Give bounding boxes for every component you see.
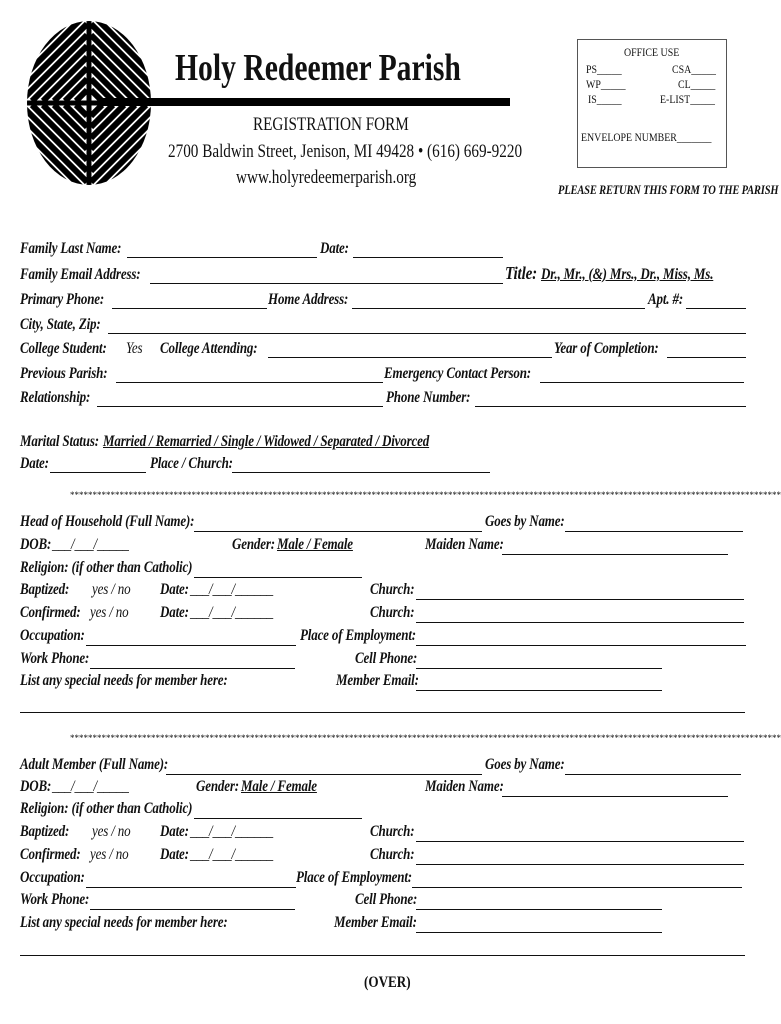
marital-place-label: Place / Church: xyxy=(150,455,233,472)
primary-phone-label: Primary Phone: xyxy=(20,291,105,308)
hoh-maiden-name-field[interactable] xyxy=(502,554,728,555)
marital-date-field[interactable] xyxy=(50,472,146,473)
adult-occupation-label: Occupation: xyxy=(20,869,85,886)
family-date-label: Date: xyxy=(320,240,349,257)
hoh-cell-phone-field[interactable] xyxy=(416,668,662,669)
relationship-label: Relationship: xyxy=(20,389,91,406)
relationship-field[interactable] xyxy=(97,406,383,407)
adult-employment-label: Place of Employment: xyxy=(296,869,412,886)
marital-status-options: Married / Remarried / Single / Widowed / Separated / Divorced xyxy=(103,433,430,450)
family-last-name-label: Family Last Name: xyxy=(20,240,122,257)
over-note: (OVER) xyxy=(364,974,411,991)
adult-confirmed-date-label: Date: xyxy=(160,846,189,863)
marital-date-label: Date: xyxy=(20,455,49,472)
hoh-religion-label: Religion: (if other than Catholic) xyxy=(20,559,193,576)
parish-name: Holy Redeemer Parish xyxy=(175,47,461,89)
office-is: IS_____ xyxy=(588,94,622,106)
office-cl: CL_____ xyxy=(678,79,716,91)
adult-confirmed-yn: yes / no xyxy=(90,846,129,863)
header-rule xyxy=(100,98,510,106)
family-last-name-field[interactable] xyxy=(127,257,317,258)
hoh-gender-label: Gender: xyxy=(232,536,275,553)
adult-dob-field[interactable]: ___/___/_____ xyxy=(52,778,129,795)
hoh-baptized-date-field[interactable]: ___/___/______ xyxy=(190,581,274,598)
apt-label: Apt. #: xyxy=(648,291,684,308)
hoh-confirmed-label: Confirmed: xyxy=(20,604,81,621)
hoh-baptized-date-label: Date: xyxy=(160,581,189,598)
parish-website: www.holyredeemerparish.org xyxy=(236,167,417,188)
hoh-baptized-label: Baptized: xyxy=(20,581,70,598)
hoh-occupation-label: Occupation: xyxy=(20,627,85,644)
office-csa: CSA_____ xyxy=(672,64,716,76)
adult-confirmed-label: Confirmed: xyxy=(20,846,81,863)
adult-baptized-church-label: Church: xyxy=(370,823,415,840)
hoh-work-phone-label: Work Phone: xyxy=(20,650,90,667)
hoh-work-phone-field[interactable] xyxy=(90,668,295,669)
family-email-field[interactable] xyxy=(150,283,503,284)
office-use-title: OFFICE USE xyxy=(624,47,680,59)
family-email-label: Family Email Address: xyxy=(20,266,141,283)
adult-member-email-field[interactable] xyxy=(416,932,662,933)
adult-maiden-name-field[interactable] xyxy=(502,796,728,797)
adult-gender-label: Gender: xyxy=(196,778,239,795)
hoh-goes-by-label: Goes by Name: xyxy=(485,513,565,530)
hoh-maiden-name-label: Maiden Name: xyxy=(425,536,504,553)
adult-occupation-field[interactable] xyxy=(86,887,296,888)
hoh-baptized-church-field[interactable] xyxy=(416,599,744,600)
marital-place-field[interactable] xyxy=(232,472,490,473)
office-wp: WP_____ xyxy=(586,79,626,91)
hoh-special-needs-label: List any special needs for member here: xyxy=(20,672,228,689)
adult-cell-phone-label: Cell Phone: xyxy=(355,891,418,908)
year-of-completion-field[interactable] xyxy=(667,357,746,358)
hoh-full-name-label: Head of Household (Full Name): xyxy=(20,513,195,530)
hoh-baptized-yn: yes / no xyxy=(92,581,131,598)
hoh-confirmed-yn: yes / no xyxy=(90,604,129,621)
adult-special-needs-label: List any special needs for member here: xyxy=(20,914,228,931)
college-yes: Yes xyxy=(126,340,143,357)
apt-field[interactable] xyxy=(686,308,746,309)
year-of-completion-label: Year of Completion: xyxy=(554,340,659,357)
adult-confirmed-church-label: Church: xyxy=(370,846,415,863)
separator-stars-2: ************************************************************************************************************************************************************** xyxy=(70,733,781,743)
phone-number-field[interactable] xyxy=(475,406,746,407)
city-state-zip-label: City, State, Zip: xyxy=(20,316,101,333)
previous-parish-field[interactable] xyxy=(116,382,383,383)
hoh-confirmed-date-label: Date: xyxy=(160,604,189,621)
adult-religion-field[interactable] xyxy=(194,818,362,819)
adult-cell-phone-field[interactable] xyxy=(416,909,662,910)
hoh-occupation-field[interactable] xyxy=(86,645,296,646)
previous-parish-label: Previous Parish: xyxy=(20,365,108,382)
adult-member-email-label: Member Email: xyxy=(334,914,417,931)
hoh-religion-field[interactable] xyxy=(194,577,362,578)
hoh-employment-label: Place of Employment: xyxy=(300,627,416,644)
title-label: Title: xyxy=(505,263,538,283)
adult-work-phone-field[interactable] xyxy=(90,909,295,910)
hoh-dob-label: DOB: xyxy=(20,536,52,553)
title-options: Dr., Mr., (&) Mrs., Dr., Miss, Ms. xyxy=(541,266,714,283)
hoh-cell-phone-label: Cell Phone: xyxy=(355,650,418,667)
emergency-contact-label: Emergency Contact Person: xyxy=(384,365,531,382)
hoh-member-email-label: Member Email: xyxy=(336,672,419,689)
hoh-baptized-church-label: Church: xyxy=(370,581,415,598)
adult-maiden-name-label: Maiden Name: xyxy=(425,778,504,795)
adult-goes-by-field[interactable] xyxy=(565,774,741,775)
adult-baptized-date-label: Date: xyxy=(160,823,189,840)
office-elist: E-LIST_____ xyxy=(660,94,715,106)
hoh-confirmed-church-field[interactable] xyxy=(416,622,744,623)
marital-status-label: Marital Status: xyxy=(20,433,99,450)
adult-work-phone-label: Work Phone: xyxy=(20,891,90,908)
adult-employment-field[interactable] xyxy=(412,887,742,888)
home-address-field[interactable] xyxy=(352,308,645,309)
emergency-contact-field[interactable] xyxy=(540,382,744,383)
adult-confirmed-date-field[interactable]: ___/___/______ xyxy=(190,846,274,863)
adult-gender-options: Male / Female xyxy=(241,778,317,795)
adult-baptized-label: Baptized: xyxy=(20,823,70,840)
adult-baptized-church-field[interactable] xyxy=(416,841,744,842)
hoh-goes-by-field[interactable] xyxy=(565,531,743,532)
adult-confirmed-church-field[interactable] xyxy=(416,864,744,865)
form-title: REGISTRATION FORM xyxy=(253,114,409,135)
adult-full-name-field[interactable] xyxy=(166,774,482,775)
return-note: PLEASE RETURN THIS FORM TO THE PARISH xyxy=(558,183,779,197)
parish-address: 2700 Baldwin Street, Jenison, MI 49428 • (616) 669-9220 xyxy=(168,141,523,162)
college-student-label: College Student: xyxy=(20,340,107,357)
hoh-employment-field[interactable] xyxy=(416,645,746,646)
hoh-special-needs-field[interactable] xyxy=(20,712,745,713)
phone-number-label: Phone Number: xyxy=(386,389,471,406)
office-ps: PS_____ xyxy=(586,64,622,76)
home-address-label: Home Address: xyxy=(268,291,349,308)
adult-baptized-date-field[interactable]: ___/___/______ xyxy=(190,823,274,840)
college-attending-label: College Attending: xyxy=(160,340,258,357)
hoh-confirmed-date-field[interactable]: ___/___/______ xyxy=(190,604,274,621)
adult-religion-label: Religion: (if other than Catholic) xyxy=(20,800,193,817)
college-attending-field[interactable] xyxy=(268,357,552,358)
office-envelope: ENVELOPE NUMBER_______ xyxy=(581,132,712,144)
city-state-zip-field[interactable] xyxy=(108,333,746,334)
hoh-full-name-field[interactable] xyxy=(194,531,482,532)
hoh-member-email-field[interactable] xyxy=(416,690,662,691)
office-use-box xyxy=(577,39,727,168)
adult-special-needs-field[interactable] xyxy=(20,955,745,956)
family-date-field[interactable] xyxy=(353,257,503,258)
separator-stars: ************************************************************************************************************************************************************** xyxy=(70,490,781,500)
adult-baptized-yn: yes / no xyxy=(92,823,131,840)
primary-phone-field[interactable] xyxy=(112,308,267,309)
adult-dob-label: DOB: xyxy=(20,778,52,795)
hoh-dob-field[interactable]: ___/___/_____ xyxy=(52,536,129,553)
hoh-gender-options: Male / Female xyxy=(277,536,353,553)
hoh-confirmed-church-label: Church: xyxy=(370,604,415,621)
adult-full-name-label: Adult Member (Full Name): xyxy=(20,756,169,773)
adult-goes-by-label: Goes by Name: xyxy=(485,756,565,773)
